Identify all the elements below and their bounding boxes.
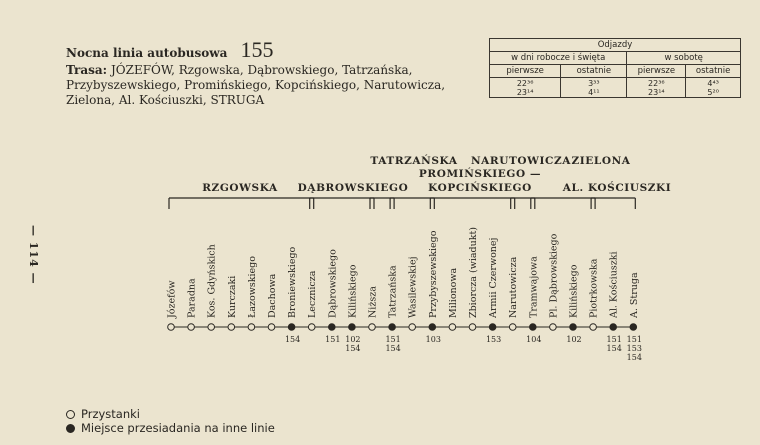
legend-stop	[66, 407, 275, 421]
street-label: DĄBROWSKIEGO	[297, 182, 409, 194]
stop-name: Paradna	[186, 278, 198, 318]
line-number: 155	[240, 37, 274, 62]
street-label: KOPCIŃSKIEGO	[428, 182, 532, 194]
transfer-stop-marker	[489, 324, 496, 331]
stop-name: Pl. Dąbrowskiego	[548, 233, 560, 318]
time-value: 4¹¹	[588, 87, 600, 97]
stop-name: Broniewskiego	[287, 246, 299, 318]
stop-name: Milionowa	[447, 267, 459, 318]
stop-name: Kurczaki	[226, 275, 238, 318]
col-last-weekday: ostatnie	[561, 65, 627, 78]
stop-name: A. Struga	[628, 272, 640, 318]
stop-name: Narutowicza	[508, 256, 520, 318]
stop-name: Dachowa	[267, 273, 278, 318]
time-value: 23¹⁴	[516, 87, 534, 97]
legend-transfer-label: Miejsce przesiadania na inne linie	[81, 421, 275, 435]
stop-marker	[550, 324, 557, 331]
stop-name: Łazowskiego	[246, 256, 258, 318]
transfer-line-number: 151	[325, 335, 341, 344]
transfer-line-number: 154	[385, 344, 401, 353]
transfer-line-number: 151	[626, 335, 642, 344]
open-circle-icon	[66, 410, 75, 419]
transfer-stop-marker	[329, 324, 336, 331]
transfer-line-number: 102	[566, 335, 582, 344]
stop-marker	[208, 324, 215, 331]
street-label: PROMIŃSKIEGO —	[418, 168, 542, 180]
street-label: RZGOWSKA	[202, 182, 278, 194]
time-value: 22³⁶	[516, 78, 534, 88]
stop-marker	[308, 324, 315, 331]
stop-name: Piotrkowska	[588, 258, 600, 318]
transfer-line-number: 102	[345, 335, 361, 344]
group-weekdays: w dni robocze i święta	[490, 52, 627, 65]
group-saturday: w sobotę	[627, 52, 741, 65]
route-label: Trasa:	[66, 63, 108, 77]
transfer-line-number: 154	[284, 335, 301, 344]
stop-marker	[449, 324, 456, 331]
transfer-line-number: 154	[345, 344, 361, 353]
transfer-line-number: 154	[626, 353, 642, 362]
stop-marker	[188, 324, 195, 331]
transfer-stop-marker	[288, 324, 295, 331]
transfer-stop-marker	[610, 324, 617, 331]
stop-name: Zbiorcza (wiadukt)	[468, 226, 479, 318]
stop-marker	[409, 324, 416, 331]
stop-marker	[590, 324, 597, 331]
col-first-saturday: pierwsze	[627, 65, 686, 78]
stop-name: Tramwajowa	[528, 256, 540, 318]
transfer-line-number: 151	[606, 335, 622, 344]
stop-name: Przybyszewskiego	[427, 230, 439, 318]
stop-marker	[469, 324, 476, 331]
col-last-saturday: ostatnie	[686, 65, 741, 78]
filled-circle-icon	[66, 424, 75, 433]
transfer-line-number: 153	[626, 344, 642, 353]
stop-name: Armii Czerwonej	[488, 237, 500, 318]
time-value: 3³³	[588, 78, 600, 88]
line-title-label: Nocna linia autobusowa	[66, 46, 228, 60]
legend	[66, 407, 275, 435]
stop-name: Józefów	[166, 280, 178, 318]
time-value: 22³⁶	[648, 78, 665, 88]
time-value: 23¹⁴	[648, 87, 665, 97]
transfer-stop-marker	[389, 324, 396, 331]
transfer-stop-marker	[349, 324, 356, 331]
stop-marker	[168, 324, 175, 331]
stop-marker	[268, 324, 275, 331]
transfer-line-number: 104	[526, 335, 542, 344]
transfer-stop-marker	[630, 324, 637, 331]
stop-name: Lecznicza	[307, 270, 319, 318]
transfer-stop-marker	[429, 324, 436, 331]
route-text: JÓZEFÓW, Rzgowska, Dąbrowskiego, Tatrzańska, Przybyszewskiego, Promińskiego, Kopcińskiego, Narutowicza, Zielona, Al. Kościuszki, STRUGA	[66, 63, 446, 107]
page-number-text: — 114 —	[27, 225, 40, 285]
street-label: NARUTOWICZA	[470, 155, 572, 167]
stop-name: Niższa	[367, 286, 379, 318]
transfer-stop-marker	[530, 324, 537, 331]
stop-marker	[509, 324, 516, 331]
street-label: ZIELONA	[571, 155, 631, 167]
street-label: AL. KOŚCIUSZKI	[562, 182, 672, 194]
col-first-weekday: pierwsze	[490, 65, 561, 78]
legend-stop-label: Przystanki	[81, 407, 140, 421]
stop-name: Al. Kościuszki	[608, 251, 620, 318]
stop-marker	[248, 324, 255, 331]
departures-title: Odjazdy	[490, 39, 741, 52]
street-label: TATRZAŃSKA	[370, 155, 458, 167]
transfer-line-number: 103	[425, 335, 441, 344]
stop-marker	[228, 324, 235, 331]
time-value: 5²⁰	[707, 87, 719, 97]
stop-name: Tatrzańska	[387, 265, 399, 318]
stop-name: Dąbrowskiego	[327, 249, 339, 318]
stop-name: Kos. Gdyńskich	[206, 244, 218, 318]
stop-name: Kilińskiego	[568, 264, 580, 318]
transfer-line-number: 154	[606, 344, 622, 353]
transfer-line-number: 153	[485, 335, 502, 344]
stop-name: Kilińskiego	[347, 264, 359, 318]
transfer-line-number: 151	[385, 335, 401, 344]
transfer-stop-marker	[570, 324, 577, 331]
legend-transfer	[66, 421, 275, 435]
stop-name: Wasilewskiej	[407, 256, 419, 318]
stop-marker	[369, 324, 376, 331]
time-value: 4⁴³	[707, 78, 719, 88]
